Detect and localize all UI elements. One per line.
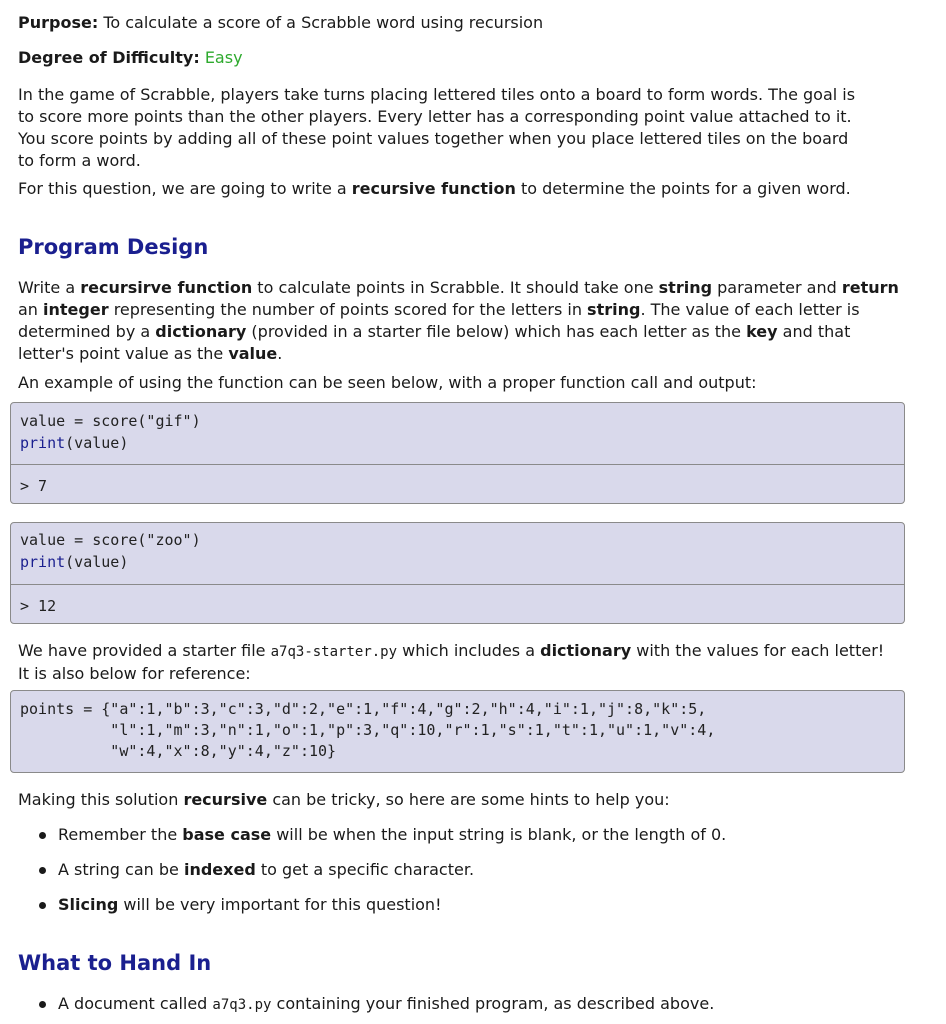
hint-text: will be when the input string is blank, or the length of 0.	[271, 825, 727, 844]
starter-text-line2: It is also below for reference:	[18, 664, 251, 683]
program-design-paragraph	[18, 277, 910, 365]
pd-text: letter's point value as the	[18, 344, 229, 363]
intro-paragraph	[18, 84, 910, 172]
hint-text: A string can be	[58, 860, 184, 879]
code-line: "w":4,"x":8,"y":4,"z":10}	[20, 742, 337, 760]
hint-text: Remember the	[58, 825, 183, 844]
hints-list	[18, 824, 910, 916]
pd-text: .	[277, 344, 283, 363]
pd-bold: string	[658, 278, 713, 297]
code-output-value: > 12	[20, 597, 57, 615]
code-points-dictionary	[10, 690, 905, 773]
pd-bold: recursirve function	[80, 278, 253, 297]
hints-bold: recursive	[183, 790, 268, 809]
difficulty-label: Degree of Difficulty:	[18, 48, 200, 67]
pd-bold: value	[228, 344, 278, 363]
code-output	[11, 464, 904, 503]
bullet-icon	[39, 1001, 46, 1008]
pd-text: Write a	[18, 278, 81, 297]
code-line: (value)	[65, 434, 129, 452]
intro-question	[18, 178, 851, 200]
hand-in-text: A document called	[58, 994, 213, 1013]
hints-intro	[18, 789, 670, 811]
pd-text: to calculate points in Scrabble. It should take one	[252, 278, 659, 297]
code-line: value = score("zoo")	[20, 531, 201, 549]
example-intro	[18, 372, 757, 394]
code-line: value = score("gif")	[20, 412, 201, 430]
pd-text: determined by a	[18, 322, 156, 341]
hand-in-heading: What to Hand In	[18, 951, 212, 975]
hand-in-text: containing your finished program, as described above.	[271, 994, 715, 1013]
pd-bold: return	[841, 278, 899, 297]
starter-paragraph	[18, 640, 910, 685]
hint-bold: Slicing	[58, 895, 119, 914]
starter-bold: dictionary	[540, 641, 632, 660]
list-item	[18, 824, 910, 846]
intro-question-post: to determine the points for a given word.	[515, 179, 851, 198]
starter-text: We have provided a starter file	[18, 641, 271, 660]
hand-in-filename: a7q3.py	[212, 997, 272, 1013]
code-line: points = {"a":1,"b":3,"c":3,"d":2,"e":1,"f":4,"g":2,"h":4,"i":1,"j":8,"k":5,	[20, 700, 707, 718]
pd-bold: dictionary	[155, 322, 247, 341]
intro-question-bold: recursive function	[351, 179, 516, 198]
difficulty-value: Easy	[204, 48, 243, 67]
list-item	[18, 859, 910, 881]
pd-text: parameter and	[712, 278, 842, 297]
code-line: "l":1,"m":3,"n":1,"o":1,"p":3,"q":10,"r":1,"s":1,"t":1,"u":1,"v":4,	[20, 721, 716, 739]
pd-text: . The value of each letter is	[640, 300, 860, 319]
code-keyword: print	[20, 553, 66, 571]
hint-text: will be very important for this question!	[118, 895, 442, 914]
purpose-label: Purpose:	[18, 13, 99, 32]
starter-filename: a7q3-starter.py	[270, 644, 398, 660]
hint-bold: indexed	[183, 860, 256, 879]
pd-text: (provided in a starter file below) which has each letter as the	[246, 322, 747, 341]
code-example-gif	[10, 402, 905, 504]
pd-text: an	[18, 300, 44, 319]
pd-bold: string	[587, 300, 641, 319]
code-input	[11, 523, 904, 584]
example-intro-text: An example of using the function can be seen below, with a proper function call and output:	[18, 373, 757, 392]
starter-text: which includes a	[397, 641, 541, 660]
hand-in-section	[18, 950, 211, 976]
code-output-value: > 7	[20, 477, 48, 495]
purpose-line	[18, 12, 543, 34]
hint-bold: base case	[182, 825, 272, 844]
code-input	[11, 403, 904, 464]
difficulty-line	[18, 47, 243, 69]
pd-bold: integer	[43, 300, 109, 319]
list-item	[18, 993, 910, 1016]
program-design-heading: Program Design	[18, 235, 209, 259]
program-design-section	[18, 234, 208, 260]
intro-line: to form a word.	[18, 151, 141, 170]
purpose-text: To calculate a score of a Scrabble word using recursion	[103, 13, 544, 32]
code-line: (value)	[65, 553, 129, 571]
intro-question-pre: For this question, we are going to write a	[18, 179, 352, 198]
hints-text: Making this solution	[18, 790, 184, 809]
pd-text: representing the number of points scored for the letters in	[108, 300, 588, 319]
code-example-zoo	[10, 522, 905, 624]
list-item	[18, 894, 910, 916]
code-output	[11, 584, 904, 623]
intro-line: You score points by adding all of these point values together when you place lettered tiles on the board	[18, 129, 849, 148]
hints-text: can be tricky, so here are some hints to help you:	[267, 790, 670, 809]
code-keyword: print	[20, 434, 66, 452]
code-input	[11, 691, 904, 762]
intro-line: In the game of Scrabble, players take turns placing lettered tiles onto a board to form words. The goal is	[18, 85, 856, 104]
pd-bold: key	[746, 322, 778, 341]
bullet-icon	[39, 832, 46, 839]
starter-text: with the values for each letter!	[631, 641, 885, 660]
intro-line: to score more points than the other players. Every letter has a corresponding point value attached to it.	[18, 107, 852, 126]
bullet-icon	[39, 867, 46, 874]
bullet-icon	[39, 902, 46, 909]
pd-text: and that	[777, 322, 851, 341]
hint-text: to get a specific character.	[255, 860, 475, 879]
hand-in-list	[18, 993, 910, 1016]
